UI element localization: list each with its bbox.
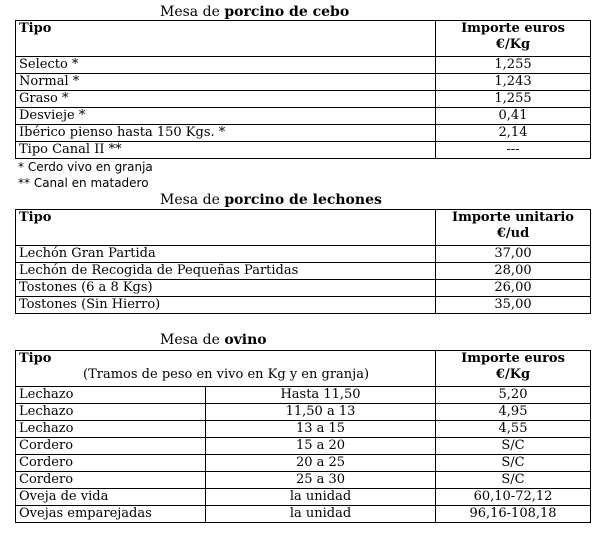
- cebo-col-importe: [436, 21, 591, 57]
- lechones-importe: 37,00: [436, 246, 591, 263]
- cebo-importe: 1,255: [436, 57, 591, 74]
- table-row: [16, 421, 591, 438]
- lechones-col-importe-line1: Importe unitario: [452, 210, 574, 225]
- ovino-importe: S/C: [436, 438, 591, 455]
- table-row: [16, 455, 591, 472]
- ovino-importe: 4,55: [436, 421, 591, 438]
- cebo-importe: 1,255: [436, 91, 591, 108]
- cebo-tipo: Desvieje *: [16, 108, 436, 125]
- table-row: [16, 57, 591, 74]
- ovino-importe: 60,10-72,12: [436, 489, 591, 506]
- ovino-col-tipo: [16, 351, 436, 387]
- lechones-col-importe: [436, 210, 591, 246]
- table-row: [16, 142, 591, 159]
- ovino-importe: 5,20: [436, 387, 591, 404]
- ovino-col-importe: [436, 351, 591, 387]
- ovino-tipo: Lechazo: [16, 404, 206, 421]
- lechones-col-importe-line2: €/ud: [496, 226, 530, 241]
- ovino-tramo: la unidad: [206, 489, 436, 506]
- ovino-tramo: 20 a 25: [206, 455, 436, 472]
- ovino-importe: 96,16-108,18: [436, 506, 591, 523]
- lechones-importe: 26,00: [436, 280, 591, 297]
- ovino-tipo: Lechazo: [16, 387, 206, 404]
- cebo-note-2: ** Canal en matadero: [18, 176, 149, 190]
- lechones-title-prefix: Mesa de: [160, 192, 220, 208]
- lechones-tipo: Lechón de Recogida de Pequeñas Partidas: [16, 263, 436, 280]
- table-row: [16, 489, 591, 506]
- table-row: [16, 91, 591, 108]
- table-row: [16, 297, 591, 314]
- cebo-importe: 1,243: [436, 74, 591, 91]
- table-row: [16, 125, 591, 142]
- cebo-importe: 2,14: [436, 125, 591, 142]
- lechones-importe: 35,00: [436, 297, 591, 314]
- ovino-col-importe-line2: €/Kg: [495, 367, 531, 382]
- cebo-col-tipo: Tipo: [16, 21, 436, 57]
- ovino-title: [160, 332, 267, 348]
- cebo-tipo: Normal *: [16, 74, 436, 91]
- lechones-tipo: Tostones (Sin Hierro): [16, 297, 436, 314]
- table-row: [16, 387, 591, 404]
- table-row: [16, 404, 591, 421]
- lechones-title-bold: porcino de lechones: [224, 192, 382, 208]
- ovino-tipo: Oveja de vida: [16, 489, 206, 506]
- ovino-tramo: 13 a 15: [206, 421, 436, 438]
- ovino-tramo: 15 a 20: [206, 438, 436, 455]
- table-row: [16, 438, 591, 455]
- lechones-title: [160, 192, 382, 208]
- ovino-title-prefix: Mesa de: [160, 332, 220, 348]
- ovino-tramo: la unidad: [206, 506, 436, 523]
- cebo-table: [15, 20, 591, 159]
- cebo-col-importe-line1: Importe euros: [461, 21, 565, 36]
- cebo-importe: ---: [436, 142, 591, 159]
- lechones-tipo: Lechón Gran Partida: [16, 246, 436, 263]
- lechones-tipo: Tostones (6 a 8 Kgs): [16, 280, 436, 297]
- cebo-tipo: Selecto *: [16, 57, 436, 74]
- table-row: [16, 506, 591, 523]
- ovino-importe: S/C: [436, 472, 591, 489]
- table-row: [16, 108, 591, 125]
- table-row: [16, 280, 591, 297]
- cebo-tipo: Ibérico pienso hasta 150 Kgs. *: [16, 125, 436, 142]
- ovino-col-tipo-label: Tipo: [19, 351, 52, 366]
- ovino-tipo: Ovejas emparejadas: [16, 506, 206, 523]
- cebo-title-bold: porcino de cebo: [224, 4, 350, 20]
- ovino-title-bold: ovino: [224, 332, 267, 348]
- ovino-tramo: 25 a 30: [206, 472, 436, 489]
- table-row: [16, 74, 591, 91]
- table-row: [16, 246, 591, 263]
- ovino-importe: 4,95: [436, 404, 591, 421]
- lechones-importe: 28,00: [436, 263, 591, 280]
- cebo-header-row: [16, 21, 591, 57]
- cebo-tipo: Graso *: [16, 91, 436, 108]
- lechones-col-tipo: Tipo: [16, 210, 436, 246]
- ovino-tipo: Cordero: [16, 455, 206, 472]
- table-row: [16, 263, 591, 280]
- ovino-tramo: Hasta 11,50: [206, 387, 436, 404]
- ovino-col-importe-line1: Importe euros: [461, 351, 565, 366]
- ovino-header-row: [16, 351, 591, 387]
- table-row: [16, 472, 591, 489]
- cebo-tipo: Tipo Canal II **: [16, 142, 436, 159]
- ovino-tramo: 11,50 a 13: [206, 404, 436, 421]
- ovino-tipo: Lechazo: [16, 421, 206, 438]
- cebo-col-importe-line2: €/Kg: [495, 37, 531, 52]
- ovino-col-sub: (Tramos de peso en vivo en Kg y en granja): [83, 367, 370, 382]
- cebo-note-1: * Cerdo vivo en granja: [18, 160, 153, 174]
- ovino-table: [15, 350, 591, 523]
- cebo-title: [160, 4, 349, 20]
- ovino-tipo: Cordero: [16, 438, 206, 455]
- ovino-importe: S/C: [436, 455, 591, 472]
- lechones-table: [15, 209, 591, 314]
- ovino-tipo: Cordero: [16, 472, 206, 489]
- cebo-importe: 0,41: [436, 108, 591, 125]
- lechones-header-row: [16, 210, 591, 246]
- cebo-title-prefix: Mesa de: [160, 4, 220, 20]
